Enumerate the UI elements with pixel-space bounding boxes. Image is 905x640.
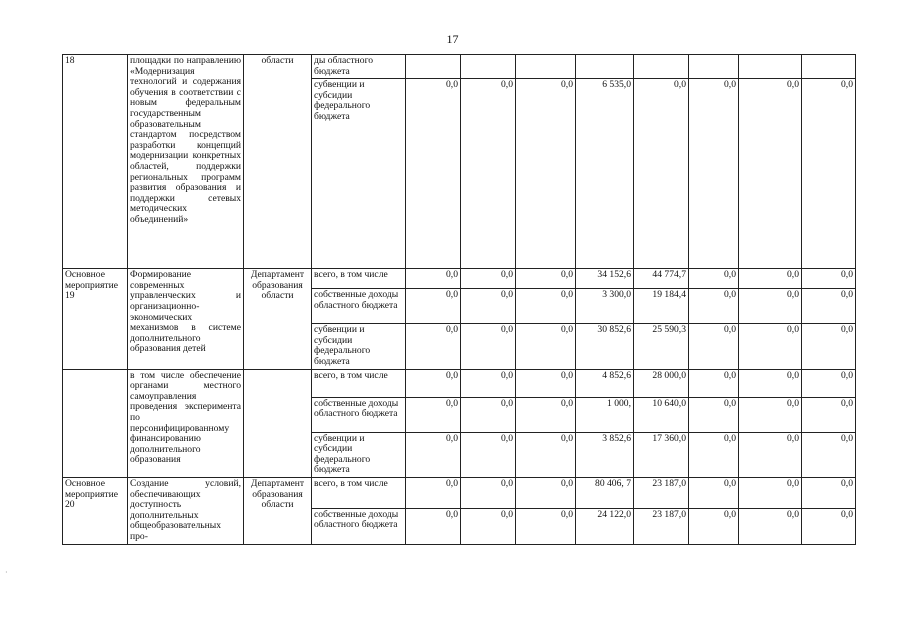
- amount-cell: 0,0: [689, 79, 739, 269]
- amount-cell: 17 360,0: [634, 432, 689, 477]
- funding-source: собственные доходы областного бюджета: [312, 508, 406, 544]
- funding-source: собственные доходы областного бюджета: [312, 397, 406, 432]
- amount-cell: 0,0: [461, 508, 516, 544]
- amount-cell: 0,0: [406, 508, 461, 544]
- amount-cell: [689, 55, 739, 79]
- amount-cell: 0,0: [516, 79, 576, 269]
- row-description: Формирование современных управленческих и организационно-экономических механизмов в системе дополнительного образования детей: [128, 269, 244, 369]
- amount-cell: 0,0: [461, 79, 516, 269]
- amount-cell: 0,0: [739, 79, 802, 269]
- row-executor: Департамент образования области: [244, 269, 312, 369]
- row-executor: области: [244, 55, 312, 269]
- funding-source: субвенции и субсидии федерального бюджета: [312, 79, 406, 269]
- amount-cell: 0,0: [739, 369, 802, 397]
- amount-cell: 0,0: [739, 289, 802, 324]
- funding-source: всего, в том числе: [312, 477, 406, 508]
- amount-cell: 0,0: [516, 397, 576, 432]
- amount-cell: 24 122,0: [576, 508, 634, 544]
- amount-cell: 0,0: [406, 477, 461, 508]
- amount-cell: 28 000,0: [634, 369, 689, 397]
- amount-cell: 6 535,0: [576, 79, 634, 269]
- row-description: в том числе обеспечение органами местного самоуправления проведения эксперимента по персонифицированному финансированию дополнительного образования: [128, 369, 244, 477]
- table-row: [63, 477, 856, 508]
- amount-cell: 0,0: [739, 477, 802, 508]
- amount-cell: 0,0: [406, 79, 461, 269]
- funding-source: всего, в том числе: [312, 269, 406, 289]
- amount-cell: 30 852,6: [576, 324, 634, 369]
- row-description: Создание условий, обеспечивающих доступность дополнительных общеобразовательных про-: [128, 477, 244, 544]
- amount-cell: 0,0: [516, 508, 576, 544]
- amount-cell: 3 300,0: [576, 289, 634, 324]
- amount-cell: 0,0: [516, 432, 576, 477]
- amount-cell: 0,0: [689, 324, 739, 369]
- amount-cell: [576, 55, 634, 79]
- amount-cell: 0,0: [406, 289, 461, 324]
- amount-cell: 23 187,0: [634, 477, 689, 508]
- amount-cell: 25 590,3: [634, 324, 689, 369]
- funding-source: субвенции и субсидии федерального бюджета: [312, 324, 406, 369]
- row-description: площадки по направлению «Модернизация технологий и содержания обучения в соответствии с новым федеральным государственным образовательным стандартом посредством разработки концепций модернизации конкретных областей, поддержки региональных программ развития образования и поддержки сетевых методических объединений»: [128, 55, 244, 269]
- amount-cell: 0,0: [689, 289, 739, 324]
- amount-cell: 0,0: [689, 508, 739, 544]
- amount-cell: 0,0: [802, 397, 856, 432]
- amount-cell: 34 152,6: [576, 269, 634, 289]
- scan-mark: ·: [5, 568, 8, 577]
- amount-cell: 0,0: [461, 289, 516, 324]
- amount-cell: 0,0: [802, 289, 856, 324]
- amount-cell: 0,0: [689, 432, 739, 477]
- row-label: Основное мероприятие 19: [63, 269, 128, 369]
- amount-cell: 0,0: [739, 397, 802, 432]
- amount-cell: 0,0: [406, 369, 461, 397]
- amount-cell: 0,0: [461, 432, 516, 477]
- amount-cell: 0,0: [802, 369, 856, 397]
- amount-cell: 44 774,7: [634, 269, 689, 289]
- amount-cell: [406, 55, 461, 79]
- amount-cell: [739, 55, 802, 79]
- amount-cell: 0,0: [739, 269, 802, 289]
- amount-cell: 0,0: [516, 289, 576, 324]
- budget-table: [62, 54, 856, 545]
- table-body: [63, 55, 856, 545]
- amount-cell: 19 184,4: [634, 289, 689, 324]
- amount-cell: 0,0: [739, 324, 802, 369]
- amount-cell: 4 852,6: [576, 369, 634, 397]
- row-label: [63, 369, 128, 477]
- amount-cell: 0,0: [802, 269, 856, 289]
- amount-cell: [516, 55, 576, 79]
- table-row: [63, 369, 856, 397]
- amount-cell: 0,0: [689, 369, 739, 397]
- amount-cell: 3 852,6: [576, 432, 634, 477]
- amount-cell: 23 187,0: [634, 508, 689, 544]
- amount-cell: 0,0: [461, 269, 516, 289]
- amount-cell: 10 640,0: [634, 397, 689, 432]
- amount-cell: 0,0: [516, 477, 576, 508]
- amount-cell: 0,0: [406, 324, 461, 369]
- row-label: Основное мероприятие 20: [63, 477, 128, 544]
- amount-cell: 0,0: [689, 269, 739, 289]
- amount-cell: 0,0: [461, 397, 516, 432]
- table-row: [63, 269, 856, 289]
- amount-cell: 0,0: [516, 269, 576, 289]
- amount-cell: 0,0: [802, 508, 856, 544]
- amount-cell: 0,0: [406, 269, 461, 289]
- amount-cell: 0,0: [634, 79, 689, 269]
- funding-source: ды областного бюджета: [312, 55, 406, 79]
- amount-cell: 0,0: [802, 79, 856, 269]
- amount-cell: 0,0: [461, 324, 516, 369]
- amount-cell: 0,0: [461, 477, 516, 508]
- amount-cell: 0,0: [739, 508, 802, 544]
- amount-cell: 0,0: [406, 397, 461, 432]
- row-executor: [244, 369, 312, 477]
- funding-source: всего, в том числе: [312, 369, 406, 397]
- amount-cell: [634, 55, 689, 79]
- row-executor: Департамент образования области: [244, 477, 312, 544]
- funding-source: субвенции и субсидии федерального бюджета: [312, 432, 406, 477]
- amount-cell: 0,0: [802, 432, 856, 477]
- amount-cell: 0,0: [516, 369, 576, 397]
- amount-cell: 0,0: [802, 324, 856, 369]
- amount-cell: 0,0: [516, 324, 576, 369]
- amount-cell: 80 406, 7: [576, 477, 634, 508]
- page-number: 17: [446, 32, 459, 46]
- amount-cell: 0,0: [689, 397, 739, 432]
- amount-cell: 0,0: [406, 432, 461, 477]
- amount-cell: 0,0: [739, 432, 802, 477]
- funding-source: собственные доходы областного бюджета: [312, 289, 406, 324]
- amount-cell: [461, 55, 516, 79]
- amount-cell: 0,0: [689, 477, 739, 508]
- table-row: [63, 55, 856, 79]
- amount-cell: 0,0: [461, 369, 516, 397]
- row-label: 18: [63, 55, 128, 269]
- amount-cell: 0,0: [802, 477, 856, 508]
- amount-cell: 1 000,: [576, 397, 634, 432]
- amount-cell: [802, 55, 856, 79]
